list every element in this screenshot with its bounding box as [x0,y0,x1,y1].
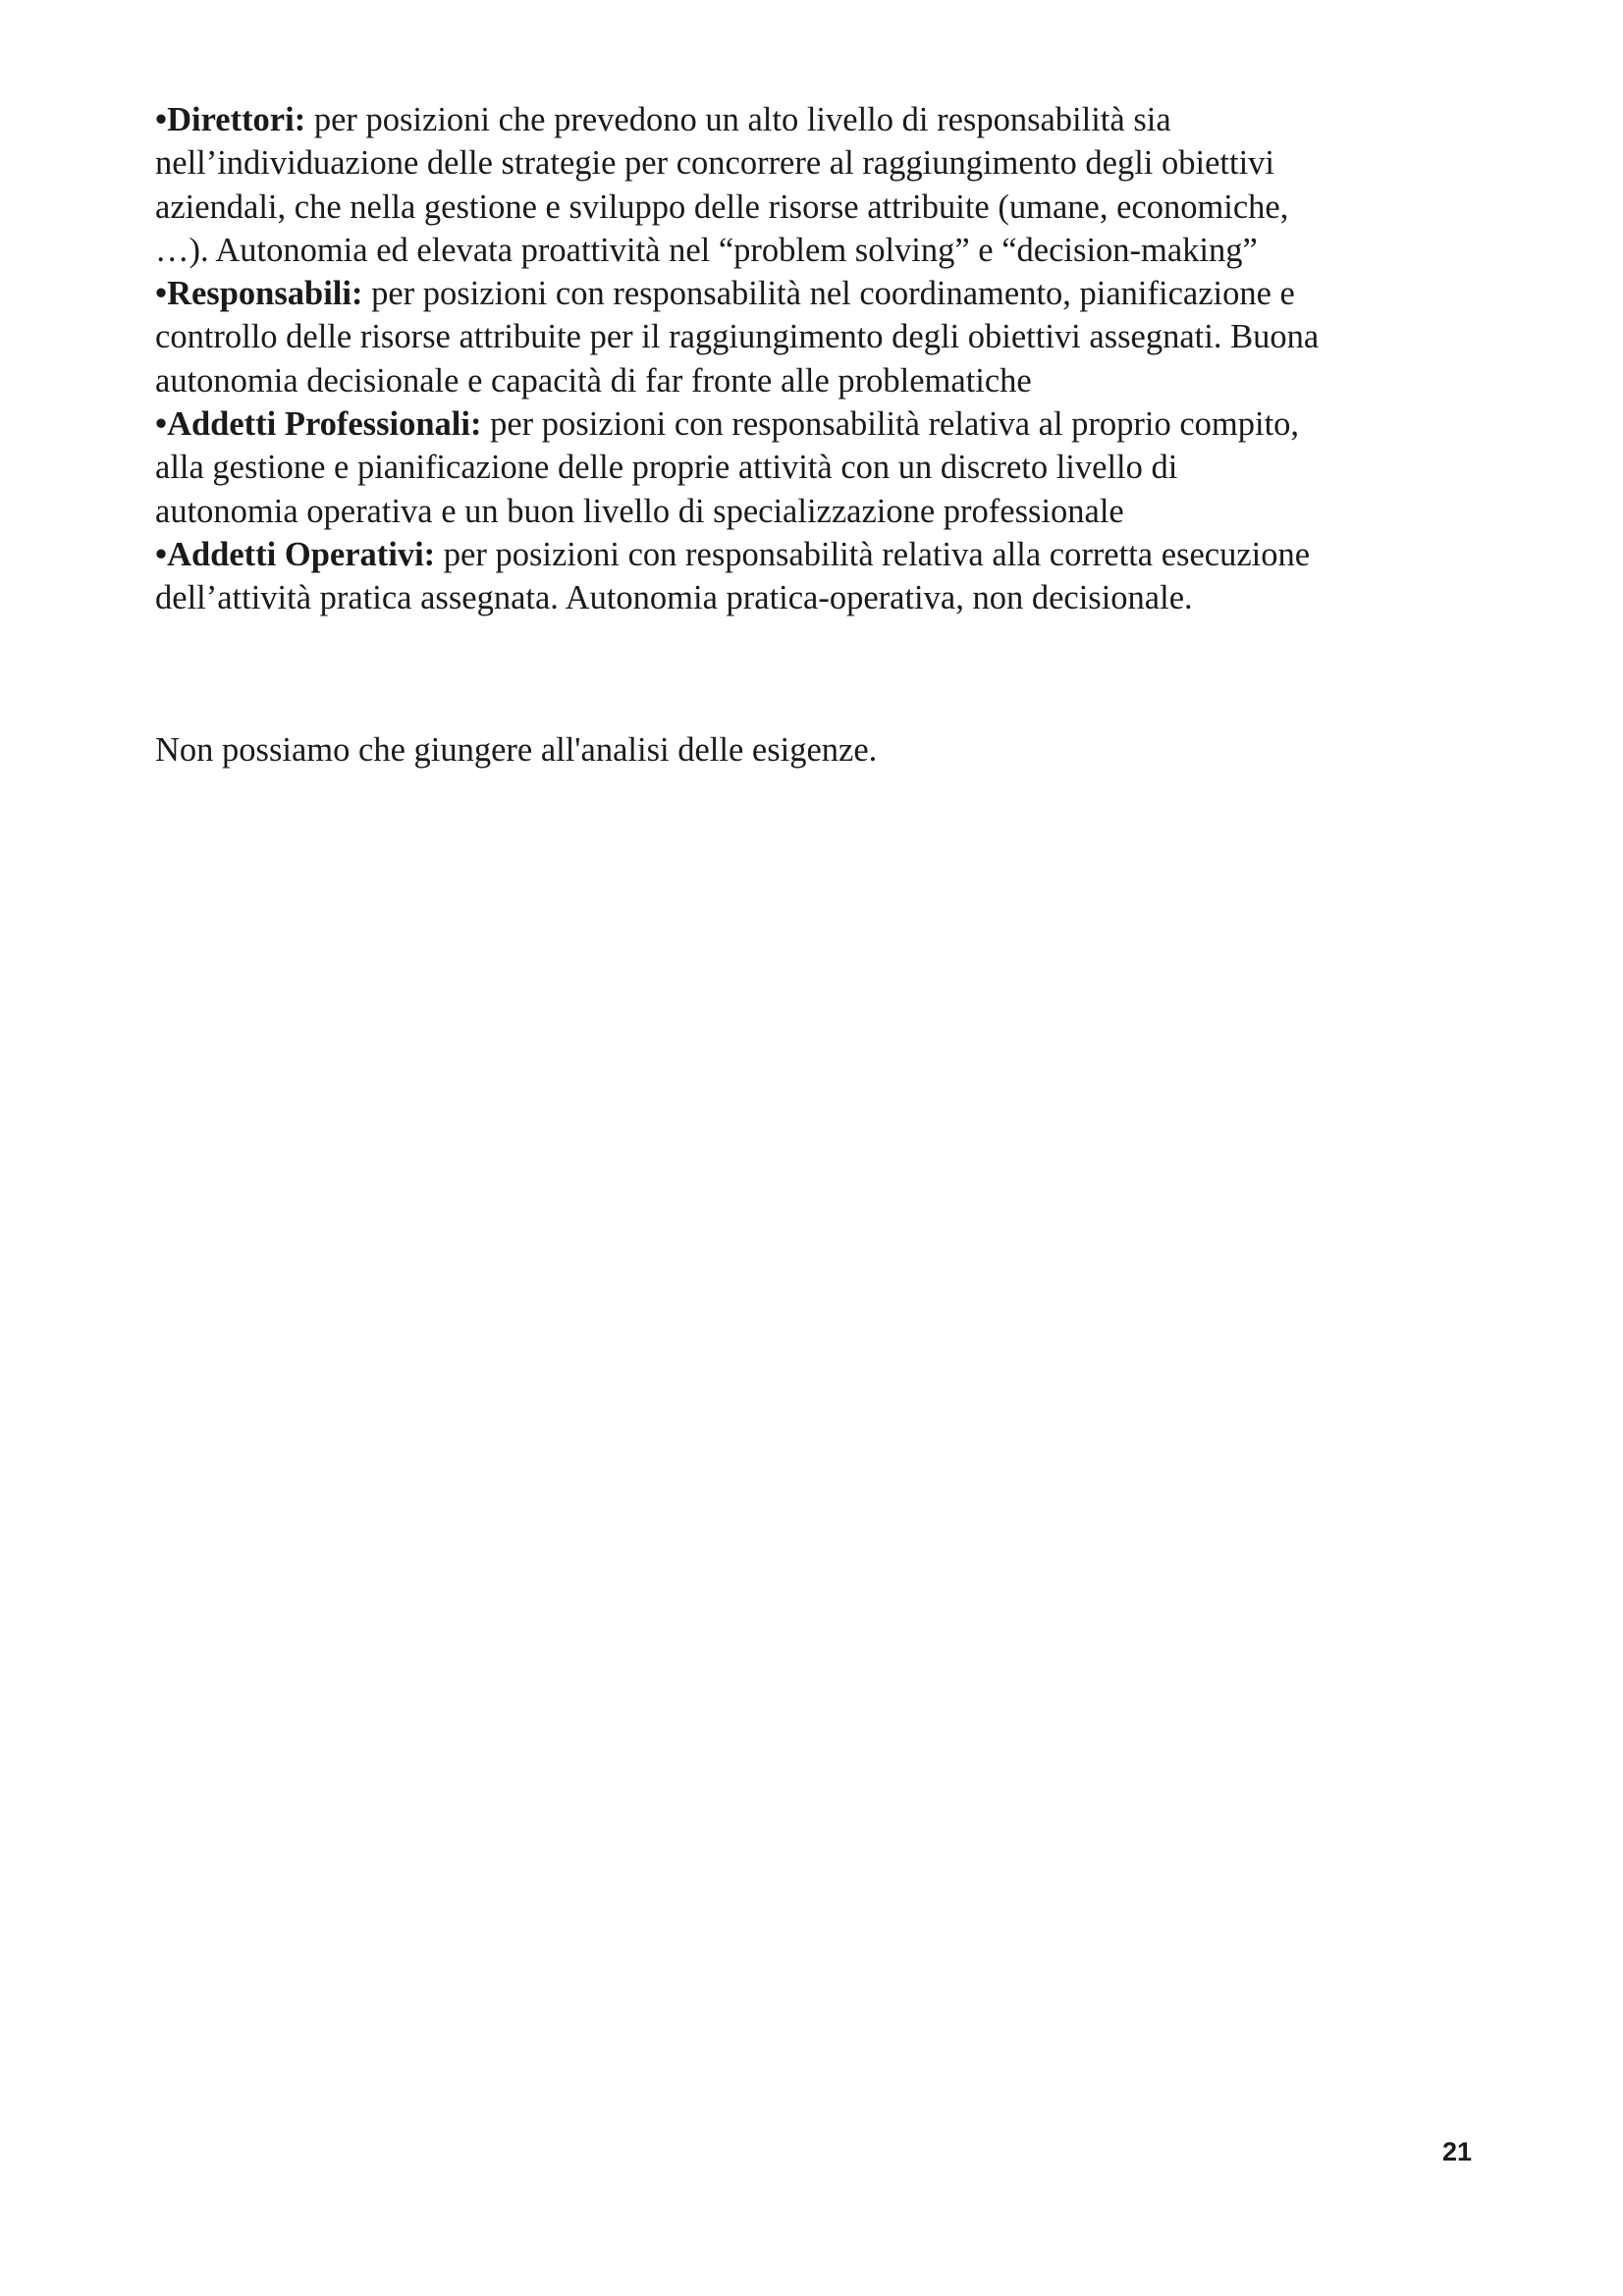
list-item-line [155,315,1490,358]
list-item-line [155,359,1490,402]
entry-term-direttori: •Direttori: [155,101,306,138]
entry-text-line: autonomia decisionale e capacità di far fronte alle problematiche [155,361,1032,400]
list-item-line [155,576,1490,619]
list-item-line [155,490,1490,533]
list-item-line [155,272,1490,315]
list-item-line [155,402,1490,446]
role-definitions [155,98,1490,620]
entry-term-addetti-operativi: •Addetti Operativi: [155,535,436,573]
list-item-line [155,186,1490,229]
list-item-line [155,98,1490,141]
entry-text-line: dell’attività pratica assegnata. Autonomia pratica-operativa, non decisionale. [155,579,1193,617]
entry-text-line: per posizioni con responsabilità relativa alla corretta esecuzione [435,535,1311,573]
entry-text-line: per posizioni che prevedono un alto livello di responsabilità sia [305,101,1171,138]
entry-term-responsabili: •Responsabili: [155,275,363,313]
entry-text-line: per posizioni con responsabilità nel coordinamento, pianificazione e [362,275,1295,313]
entry-text-line: aziendali, che nella gestione e sviluppo delle risorse attribuite (umane, economiche, [155,187,1289,226]
entry-text-line: controllo delle risorse attribuite per il raggiungimento degli obiettivi assegnati. Buona [155,318,1320,356]
closing-sentence: Non possiamo che giungere all'analisi delle esigenze. [155,731,878,769]
entry-term-addetti-professionali: •Addetti Professionali: [155,405,482,444]
entry-text-line: autonomia operativa e un buon livello di specializzazione professionale [155,492,1124,530]
entry-text-line: nell’individuazione delle strategie per concorrere al raggiungimento degli obiettivi [155,144,1274,183]
list-item-line [155,229,1490,272]
entry-text-line: …). Autonomia ed elevata proattività nel “problem solving” e “decision-making” [155,231,1258,269]
list-item-line [155,141,1490,185]
page-number: 21 [1442,2137,1473,2166]
list-item-line [155,533,1490,576]
entry-text-line: alla gestione e pianificazione delle proprie attività con un discreto livello di [155,449,1178,487]
entry-text-line: per posizioni con responsabilità relativa al proprio compito, [481,405,1300,444]
list-item-line [155,446,1490,489]
